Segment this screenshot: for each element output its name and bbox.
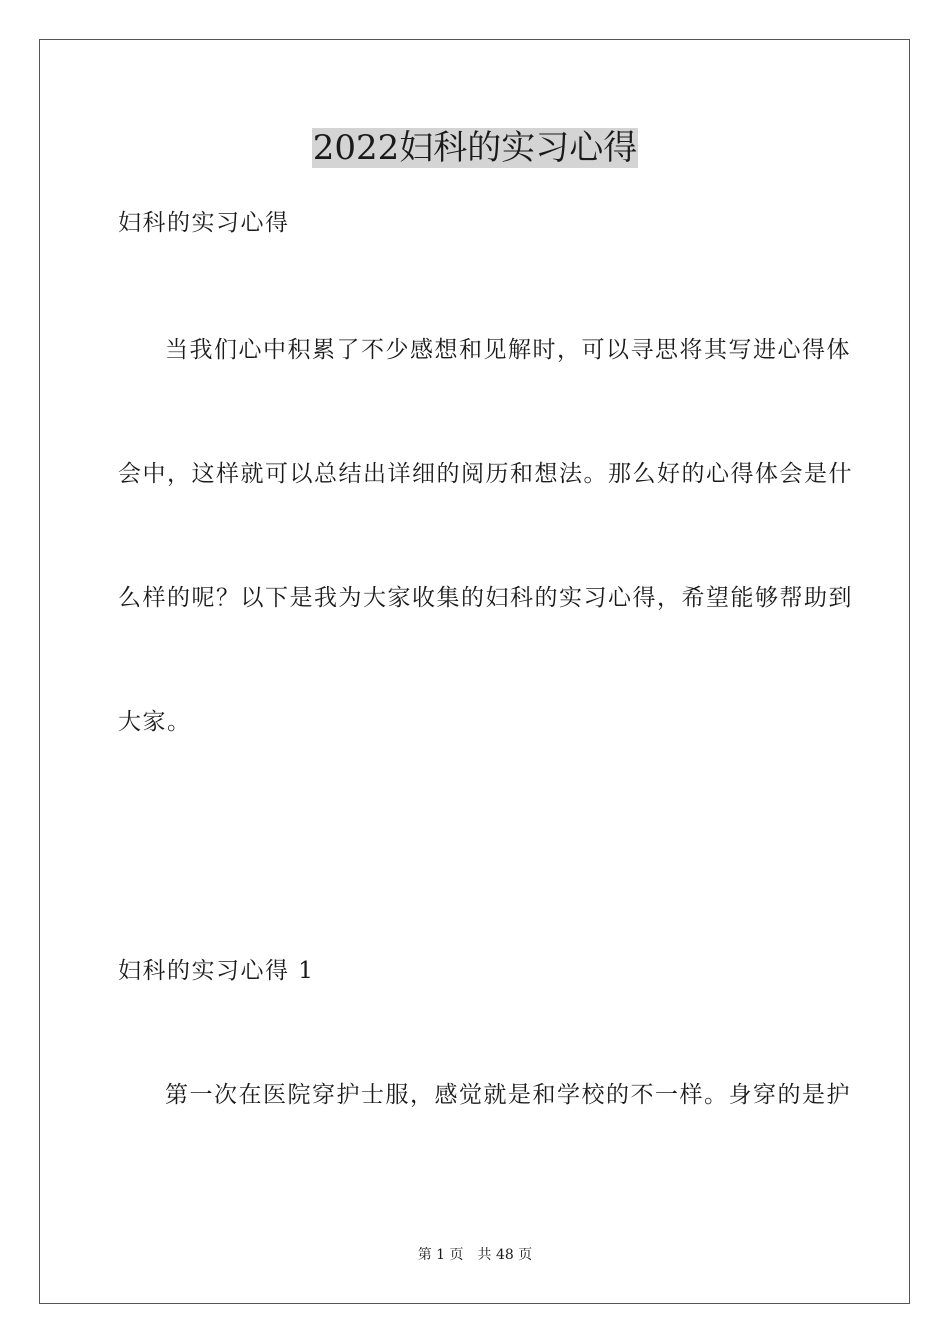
paragraph-line: 第一次在医院穿护士服，感觉就是和学校的不一样。身穿的是护 (165, 1082, 851, 1108)
page-total: 共 48 页 (477, 1247, 533, 1263)
page-number: 第 1 页 (417, 1247, 464, 1263)
section-heading: 妇科的实习心得 1 (118, 958, 315, 984)
paragraph-line: 当我们心中积累了不少感想和见解时，可以寻思将其写进心得体 (165, 337, 851, 363)
page-footer (0, 1246, 950, 1264)
document-title (0, 126, 950, 170)
document-title-text: 2022妇科的实习心得 (312, 128, 638, 168)
document-heading: 妇科的实习心得 (118, 210, 290, 236)
paragraph-line: 会中，这样就可以总结出详细的阅历和想法。那么好的心得体会是什 (118, 461, 853, 487)
paragraph-line: 么样的呢？以下是我为大家收集的妇科的实习心得，希望能够帮助到 (118, 585, 853, 611)
paragraph-line: 大家。 (118, 709, 192, 735)
